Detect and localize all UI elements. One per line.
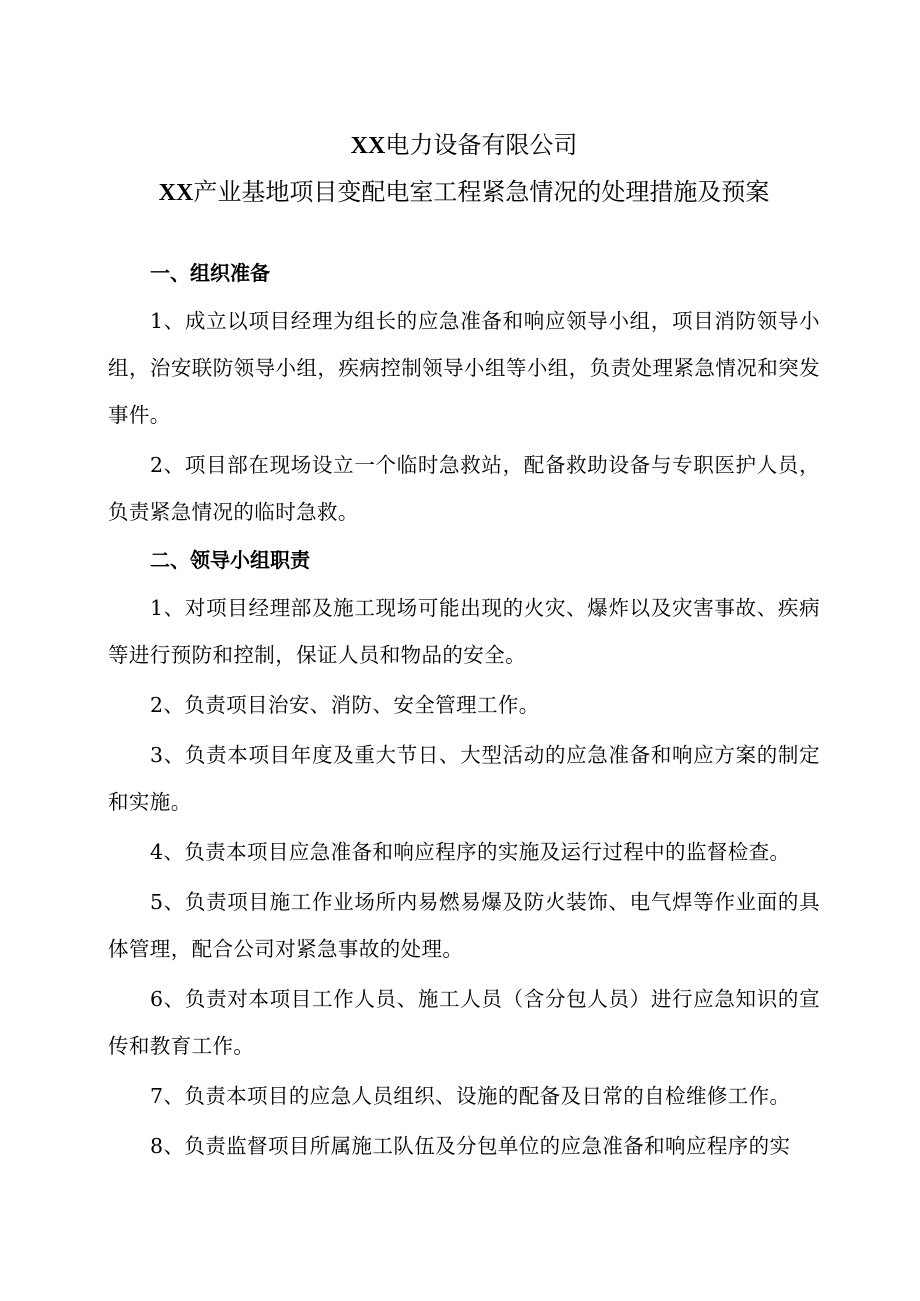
paragraph: 3、负责本项目年度及重大节日、大型活动的应急准备和响应方案的制定和实施。 (108, 743, 820, 814)
section-heading-organization: 一、组织准备 (150, 261, 270, 285)
section-heading-responsibilities: 二、领导小组职责 (150, 548, 310, 572)
paragraph: 6、负责对本项目工作人员、施工人员（含分包人员）进行应急知识的宣传和教育工作。 (108, 987, 820, 1058)
paragraph: 1、成立以项目经理为组长的应急准备和响应领导小组，项目消防领导小组，治安联防领导小组，疾病控制领导小组等小组，负责处理紧急情况和突发事件。 (108, 309, 820, 427)
paragraph: 4、负责本项目应急准备和响应程序的实施及运行过程中的监督检查。 (150, 840, 791, 864)
paragraph: 5、负责项目施工作业场所内易燃易爆及防火装饰、电气焊等作业面的具体管理，配合公司对紧急事故的处理。 (108, 890, 820, 961)
company-title-rest: 电力设备有限公司 (385, 131, 578, 159)
paragraph: 1、对项目经理部及施工现场可能出现的火灾、爆炸以及灾害事故、疾病等进行预防和控制，保证人员和物品的安全。 (108, 596, 820, 667)
paragraph: 2、负责项目治安、消防、安全管理工作。 (150, 693, 540, 717)
paragraph: 2、项目部在现场设立一个临时急救站，配备救助设备与专职医护人员，负责紧急情况的临时急救。 (108, 453, 820, 524)
company-title (108, 130, 820, 161)
project-title-prefix: XX (158, 180, 194, 206)
company-title-prefix: XX (350, 133, 386, 159)
paragraph: 8、负责监督项目所属施工队伍及分包单位的应急准备和响应程序的实 (150, 1134, 791, 1158)
project-title (108, 177, 820, 208)
project-title-rest: 产业基地项目变配电室工程紧急情况的处理措施及预案 (193, 178, 770, 206)
paragraph: 7、负责本项目的应急人员组织、设施的配备及日常的自检维修工作。 (150, 1084, 791, 1108)
